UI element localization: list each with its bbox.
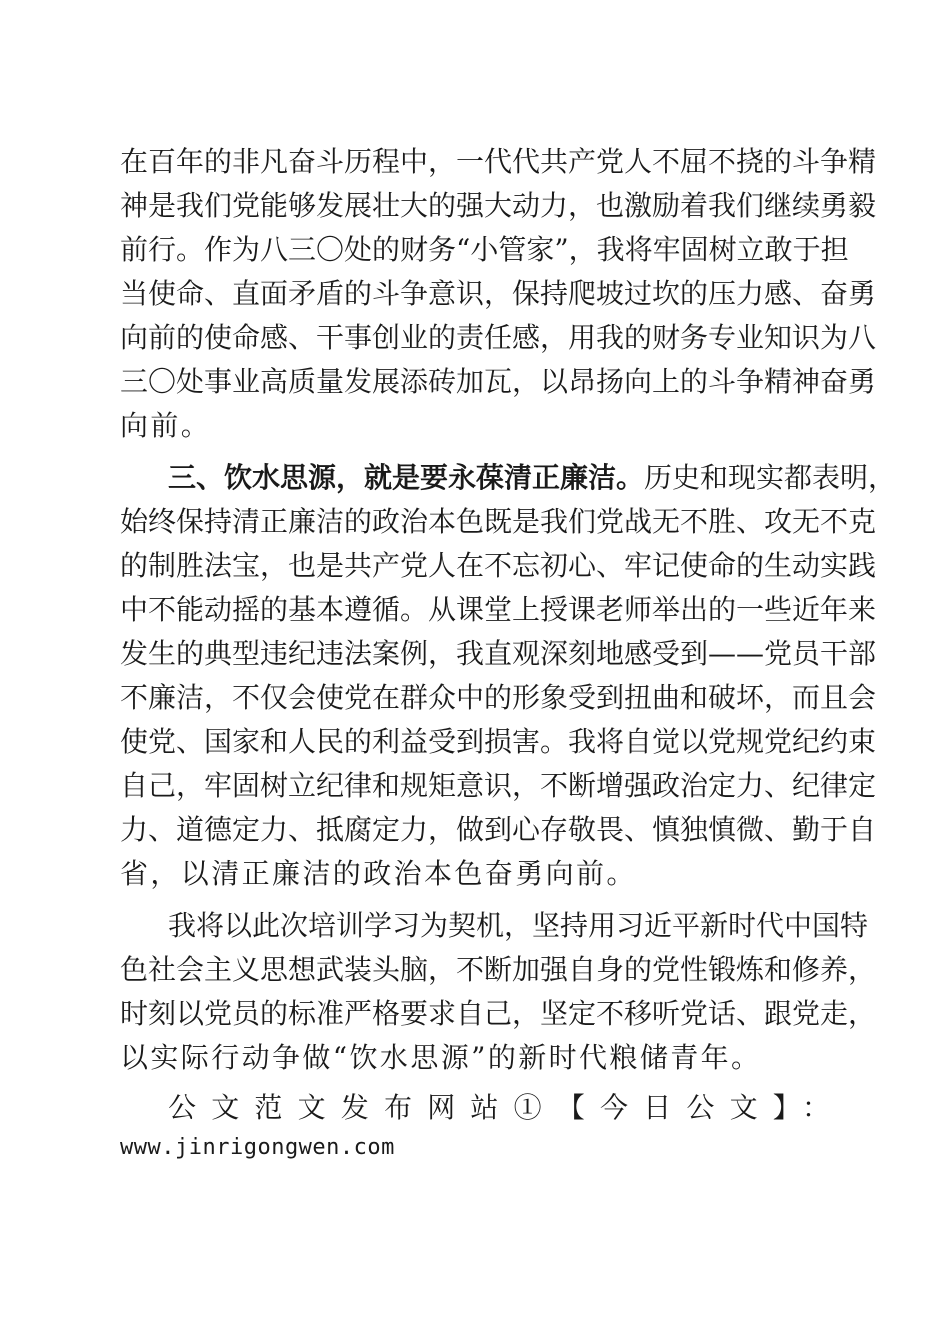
paragraph-line: 在百年的非凡奋斗历程中，一代代共产党人不屈不挠的斗争精 — [120, 145, 877, 178]
paragraph-line: 中不能动摇的基本遵循。从课堂上授课老师举出的一些近年来 — [120, 593, 877, 626]
paragraph-line: 省，以清正廉洁的政治本色奋勇向前。 — [120, 857, 637, 890]
paragraph-line: 以实际行动争做“饮水思源”的新时代粮储青年。 — [120, 1041, 762, 1074]
paragraph-line: 始终保持清正廉洁的政治本色既是我们党战无不胜、攻无不克 — [120, 505, 877, 538]
paragraph-line: 神是我们党能够发展壮大的强大动力，也激励着我们继续勇毅 — [120, 189, 877, 222]
paragraph-line: 色社会主义思想武装头脑，不断加强自身的党性锻炼和修养， — [120, 953, 877, 986]
section-heading-line — [168, 456, 897, 500]
footer-site-label: 公文范文发布网站①【今日公文】： — [168, 1091, 830, 1124]
footer-url[interactable]: www.jinrigongwen.com — [120, 1135, 395, 1160]
paragraph-line: 不廉洁，不仅会使党在群众中的形象受到扭曲和破坏，而且会 — [120, 681, 877, 714]
paragraph-line: 向前的使命感、干事创业的责任感，用我的财务专业知识为八 — [120, 321, 877, 354]
paragraph-line: 时刻以党员的标准严格要求自己，坚定不移听党话、跟党走， — [120, 997, 877, 1030]
paragraph-line: 使党、国家和人民的利益受到损害。我将自觉以党规党纪约束 — [120, 725, 877, 758]
paragraph-line: 自己，牢固树立纪律和规矩意识，不断增强政治定力、纪律定 — [120, 769, 877, 802]
paragraph-line: 力、道德定力、抵腐定力，做到心存敬畏、慎独慎微、勤于自 — [120, 813, 877, 846]
section-heading: 三、饮水思源，就是要永葆清正廉洁。 — [168, 461, 645, 494]
paragraph-line: 向前。 — [120, 409, 212, 442]
paragraph-line: 发生的典型违纪违法案例，我直观深刻地感受到——党员干部 — [120, 637, 877, 670]
heading-line-rest: 历史和现实都表明， — [644, 461, 897, 494]
paragraph-line: 前行。作为八三〇处的财务“小管家”，我将牢固树立敢于担 — [120, 233, 849, 266]
paragraph-line: 的制胜法宝，也是共产党人在不忘初心、牢记使命的生动实践 — [120, 549, 877, 582]
paragraph-line: 三〇处事业高质量发展添砖加瓦，以昂扬向上的斗争精神奋勇 — [120, 365, 877, 398]
paragraph-line: 当使命、直面矛盾的斗争意识，保持爬坡过坎的压力感、奋勇 — [120, 277, 877, 310]
paragraph-line: 我将以此次培训学习为契机，坚持用习近平新时代中国特 — [168, 909, 869, 942]
